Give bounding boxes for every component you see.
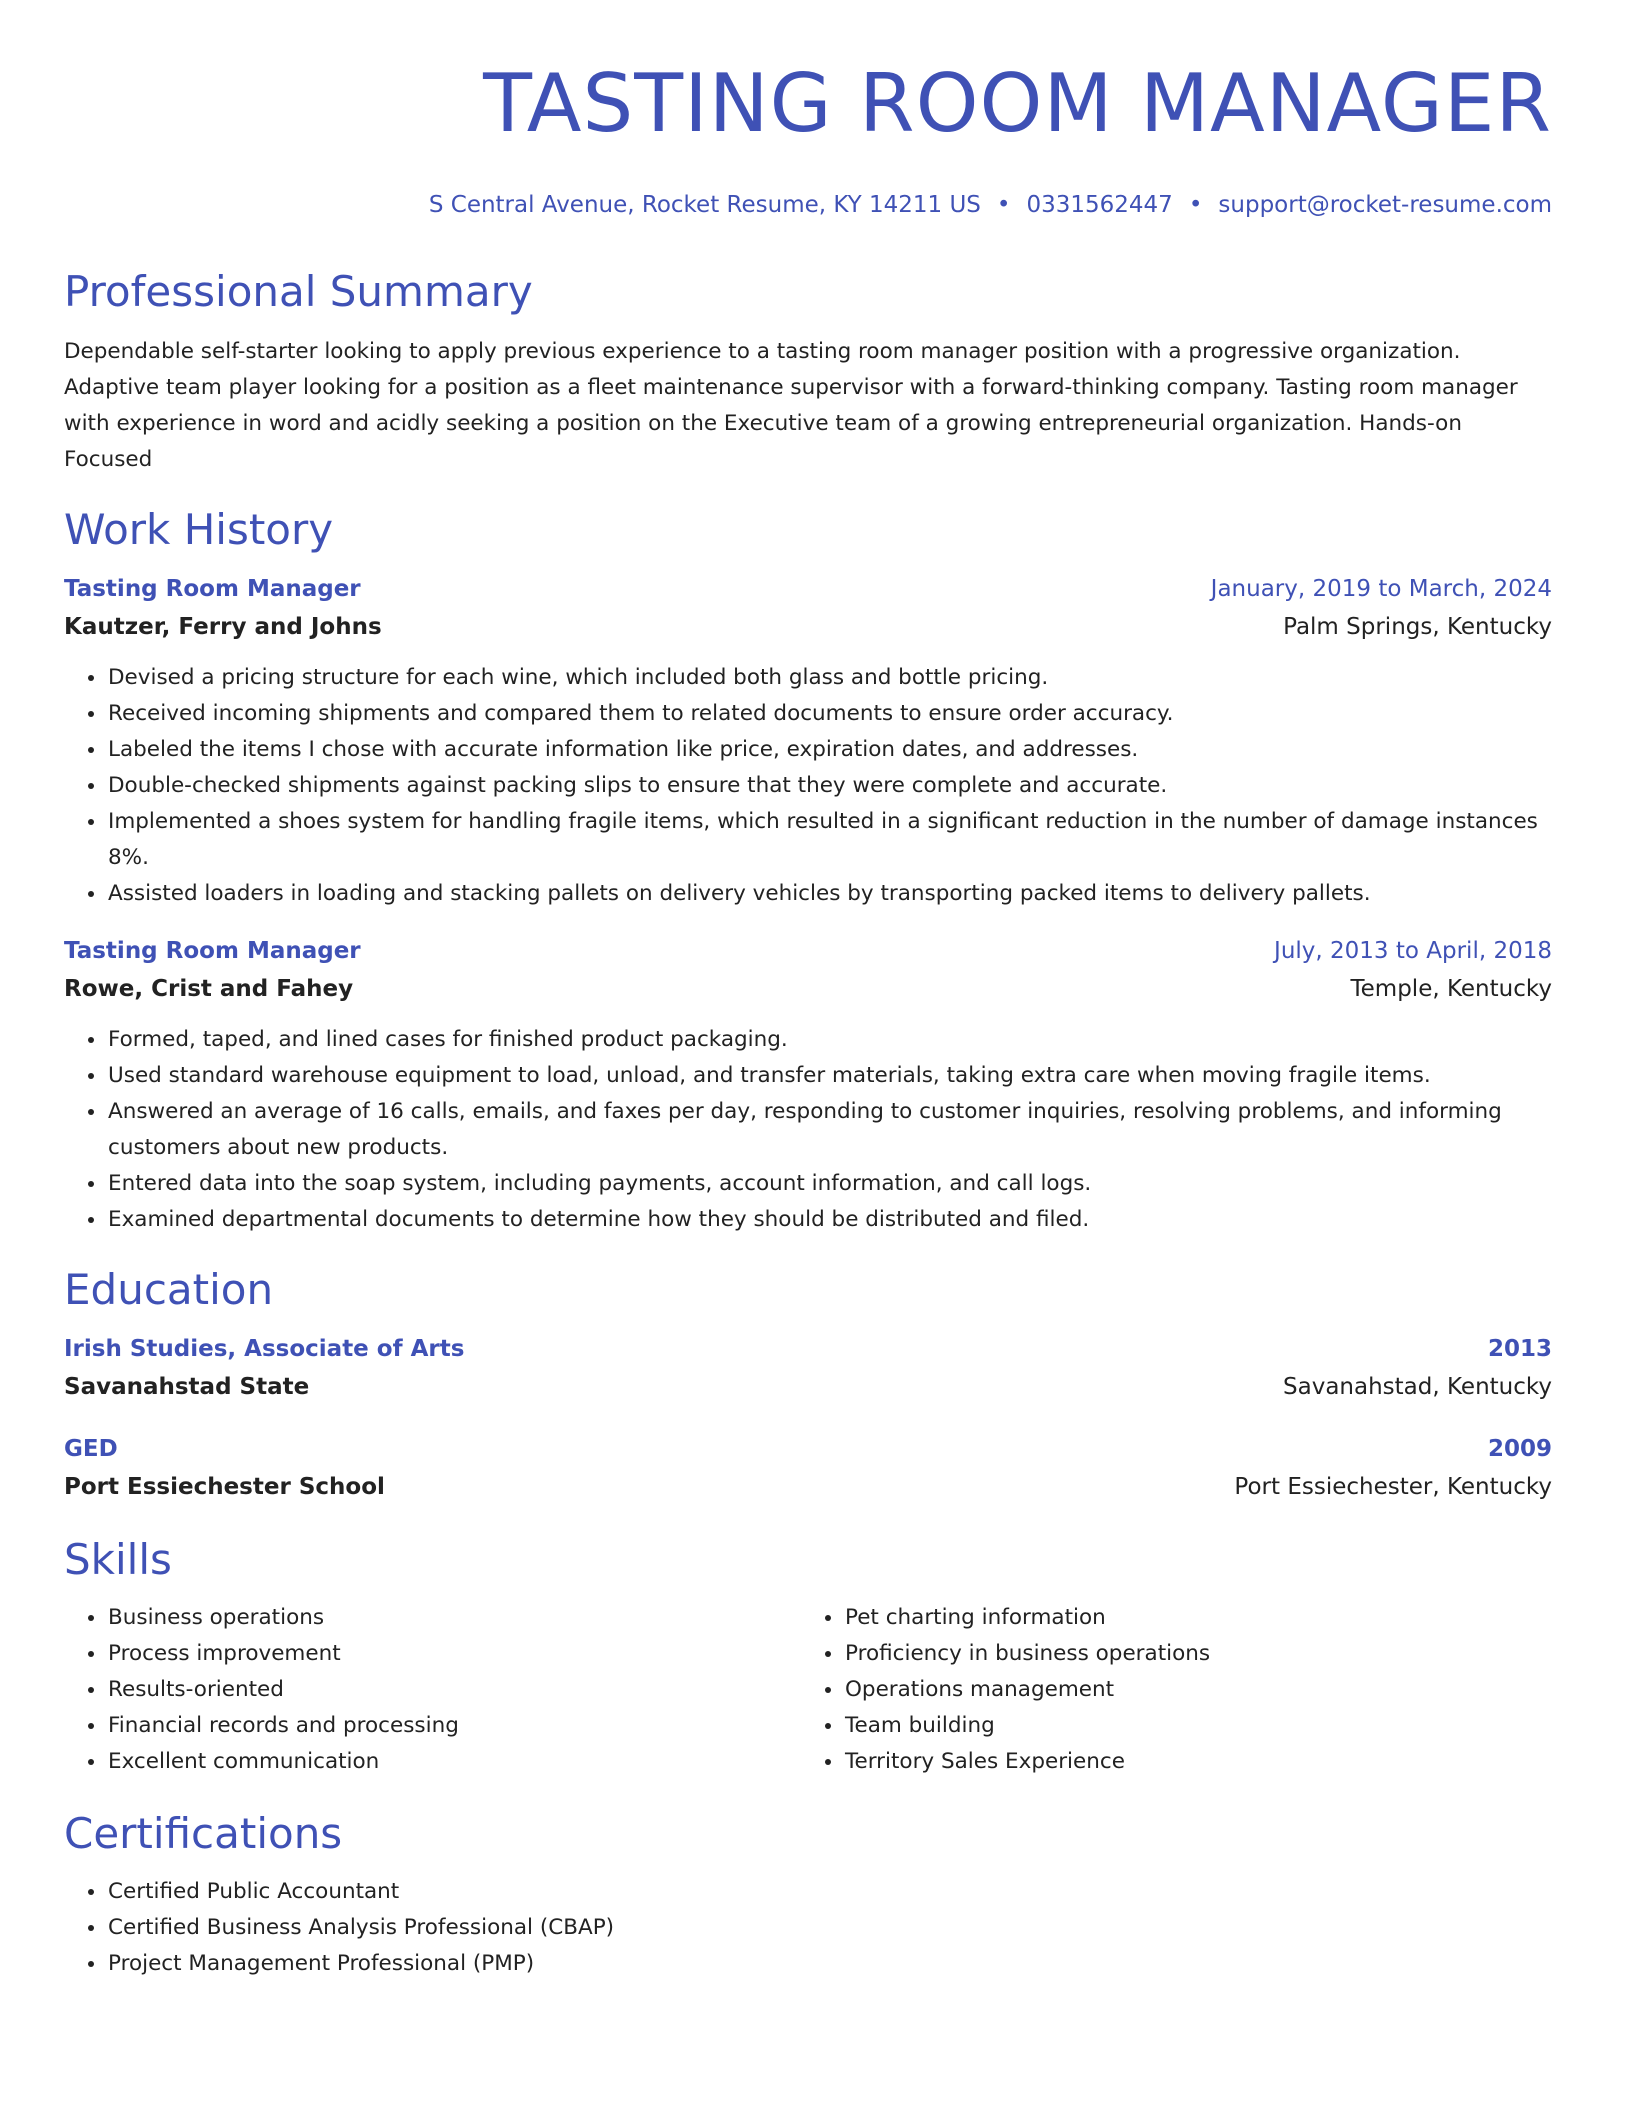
education-location: Savanahstad, Kentucky xyxy=(1283,1374,1552,1400)
job-bullets xyxy=(64,660,1552,912)
job-header xyxy=(64,932,1552,970)
education-entry xyxy=(64,1430,1552,1506)
skills-list xyxy=(801,1600,1538,1780)
job-bullet: • Entered data into the soap system, including payments, account information, and call logs. xyxy=(107,1166,1552,1202)
job-bullet: • Answered an average of 16 calls, emails, and faxes per day, responding to customer inquiries, resolving problems, and informing customers about new products. xyxy=(107,1094,1552,1166)
job-position: Tasting Room Manager xyxy=(64,938,361,964)
job-entry xyxy=(64,932,1552,1238)
skill-item: • Results-oriented xyxy=(107,1672,801,1708)
skill-item: • Financial records and processing xyxy=(107,1708,801,1744)
certifications-list xyxy=(64,1874,1552,1982)
education-header xyxy=(64,1430,1552,1468)
summary-text: Dependable self-starter looking to apply previous experience to a tasting room manager position with a progressive organization. Adaptive team player looking for a position as a fleet maintenance supervisor with a forward-thinking company. Tasting room manager with experience in word and acidly seeking a position on the Executive team of a growing entrepreneurial organization. Hands-on Focused xyxy=(64,339,1518,472)
certification-item: • Project Management Professional (PMP) xyxy=(107,1946,1552,1982)
job-company: Rowe, Crist and Fahey xyxy=(64,976,354,1002)
job-bullet: • Double-checked shipments against packing slips to ensure that they were complete and accurate. xyxy=(107,768,1552,804)
job-bullet: • Assisted loaders in loading and stacking pallets on delivery vehicles by transporting packed items to delivery pallets. xyxy=(107,876,1552,912)
skill-item: • Territory Sales Experience xyxy=(844,1744,1538,1780)
education-school: Savanahstad State xyxy=(64,1374,310,1400)
job-entry xyxy=(64,570,1552,912)
skill-item: • Business operations xyxy=(107,1600,801,1636)
skill-item: • Excellent communication xyxy=(107,1744,801,1780)
contact-line xyxy=(64,190,1552,220)
skill-item: • Proficiency in business operations xyxy=(844,1636,1538,1672)
skills-column-left xyxy=(64,1600,801,1780)
job-bullet: • Implemented a shoes system for handling fragile items, which resulted in a significant reduction in the number of damage instances 8%. xyxy=(107,804,1552,876)
education-degree: Irish Studies, Associate of Arts xyxy=(64,1336,465,1362)
job-dates: July, 2013 to April, 2018 xyxy=(1274,938,1552,964)
job-subheader xyxy=(64,970,1552,1008)
education-year: 2013 xyxy=(1487,1336,1552,1362)
skill-item: • Team building xyxy=(844,1708,1538,1744)
job-bullet: • Labeled the items I chose with accurate information like price, expiration dates, and addresses. xyxy=(107,732,1552,768)
contact-phone: 0331562447 xyxy=(1026,192,1173,218)
education-entry xyxy=(64,1330,1552,1406)
education-subheader xyxy=(64,1468,1552,1506)
contact-email[interactable]: support@rocket-resume.com xyxy=(1218,192,1552,218)
job-location: Temple, Kentucky xyxy=(1350,976,1552,1002)
education-degree: GED xyxy=(64,1436,118,1462)
job-bullet: • Examined departmental documents to determine how they should be distributed and filed. xyxy=(107,1202,1552,1238)
skill-item: • Process improvement xyxy=(107,1636,801,1672)
contact-address: S Central Avenue, Rocket Resume, KY 14211 US xyxy=(428,192,981,218)
education-year: 2009 xyxy=(1487,1436,1552,1462)
section-title-work-history: Work History xyxy=(64,505,334,554)
skill-item: • Operations management xyxy=(844,1672,1538,1708)
job-location: Palm Springs, Kentucky xyxy=(1283,614,1552,640)
education-subheader xyxy=(64,1368,1552,1406)
education-location: Port Essiechester, Kentucky xyxy=(1234,1474,1552,1500)
section-title-skills: Skills xyxy=(64,1535,172,1584)
job-dates: January, 2019 to March, 2024 xyxy=(1210,576,1552,602)
skills-list xyxy=(64,1600,801,1780)
job-subheader xyxy=(64,608,1552,646)
section-title-certifications: Certifications xyxy=(64,1809,343,1858)
job-bullet: • Devised a pricing structure for each wine, which included both glass and bottle pricing. xyxy=(107,660,1552,696)
job-bullet: • Used standard warehouse equipment to load, unload, and transfer materials, taking extra care when moving fragile items. xyxy=(107,1058,1552,1094)
job-company: Kautzer, Ferry and Johns xyxy=(64,614,382,640)
section-title-education: Education xyxy=(64,1265,274,1314)
job-header xyxy=(64,570,1552,608)
certification-item: • Certified Public Accountant xyxy=(107,1874,1552,1910)
resume-name: TASTING ROOM MANAGER xyxy=(483,57,1552,150)
job-bullet: • Formed, taped, and lined cases for finished product packaging. xyxy=(107,1022,1552,1058)
skills-column-right xyxy=(801,1600,1538,1780)
skills-columns xyxy=(64,1600,1552,1780)
education-header xyxy=(64,1330,1552,1368)
contact-separator: • xyxy=(996,192,1011,218)
skill-item: • Pet charting information xyxy=(844,1600,1538,1636)
section-title-summary: Professional Summary xyxy=(64,267,533,316)
job-bullet: • Received incoming shipments and compared them to related documents to ensure order accuracy. xyxy=(107,696,1552,732)
education-school: Port Essiechester School xyxy=(64,1474,385,1500)
contact-separator: • xyxy=(1188,192,1203,218)
job-position: Tasting Room Manager xyxy=(64,576,361,602)
job-bullets xyxy=(64,1022,1552,1238)
certification-item: • Certified Business Analysis Professional (CBAP) xyxy=(107,1910,1552,1946)
